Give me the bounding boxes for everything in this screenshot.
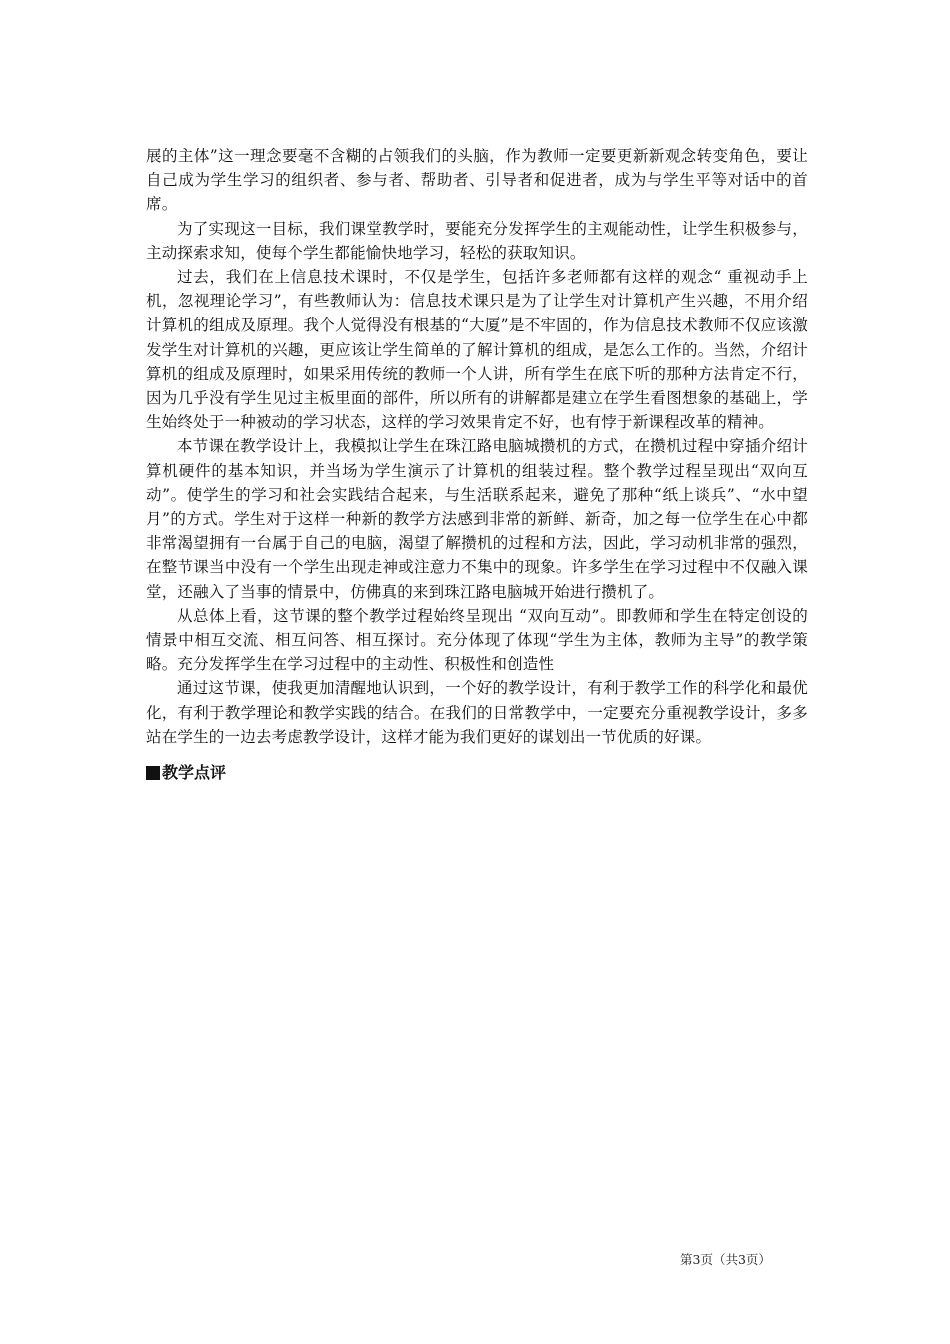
paragraph-conclusion: 通过这节课，使我更加清醒地认识到，一个好的教学设计，有利于教学工作的科学化和最优化，有利于教学理论和教学实践的结合。在我们的日常教学中，一定要充分重视教学设计，多多站在学生的一边去考虑教学设计，这样才能为我们更好的谋划出一节优质的好课。 xyxy=(146,679,808,746)
paragraph-goal: 为了实现这一目标，我们课堂教学时，要能充分发挥学生的主观能动性，让学生积极参与，主动探索求知，使每个学生都能愉快地学习，轻松的获取知识。 xyxy=(146,219,808,262)
section-heading-text: 教学点评 xyxy=(162,763,227,783)
paragraph-continuation: 展的主体”这一理念要毫不含糊的占领我们的头脑，作为教师一定要更新新观念转变角色，要让自己成为学生学习的组织者、参与者、帮助者、引导者和促进者，成为与学生平等对话中的首席。 xyxy=(146,147,808,214)
paragraph-lesson-design: 本节课在教学设计上，我模拟让学生在珠江路电脑城攒机的方式，在攒机过程中穿插介绍计算机硬件的基本知识，并当场为学生演示了计算机的组装过程。整个教学过程呈现出“双向互动”。使学生的学习和社会实践结合起来，与生活联系起来，避免了那种“纸上谈兵”、“水中望月”的方式。学生对于这样一种新的教学方法感到非常的新鲜、新奇，加之每一位学生在心中都非常渴望拥有一台属于自己的电脑，渴望了解攒机的过程和方法，因此，学习动机非常的强烈，在整节课当中没有一个学生出现走神或注意力不集中的现象。许多学生在学习过程中不仅融入课堂，还融入了当事的情景中，仿佛真的来到珠江路电脑城开始进行攒机了。 xyxy=(146,437,808,601)
document-body xyxy=(146,144,808,785)
page-footer: 第3页（共3页） xyxy=(680,1252,771,1267)
section-heading xyxy=(146,761,808,785)
paragraph-past: 过去，我们在上信息技术课时，不仅是学生，包括许多老师都有这样的观念“ 重视动手上机，忽视理论学习”，有些教师认为：信息技术课只是为了让学生对计算机产生兴趣，不用介绍计算机的组成及原理。我个人觉得没有根基的“大厦”是不牢固的，作为信息技术教师不仅应该激发学生对计算机的兴趣，更应该让学生简单的了解计算机的组成，是怎么工作的。当然，介绍计算机的组成及原理时，如果采用传统的教师一个人讲，所有学生在底下听的那种方法肯定不行，因为几乎没有学生见过主板里面的部件，所以所有的讲解都是建立在学生看图想象的基础上，学生始终处于一种被动的学习状态，这样的学习效果肯定不好，也有悖于新课程改革的精神。 xyxy=(146,268,808,432)
paragraph-overall: 从总体上看，这节课的整个教学过程始终呈现出 “双向互动”。即教师和学生在特定创设的情景中相互交流、相互问答、相互探讨。充分体现了体现“学生为主体，教师为主导”的教学策略。充分发挥学生在学习过程中的主动性、积极性和创造性 xyxy=(146,606,808,674)
black-square-icon xyxy=(146,766,160,780)
